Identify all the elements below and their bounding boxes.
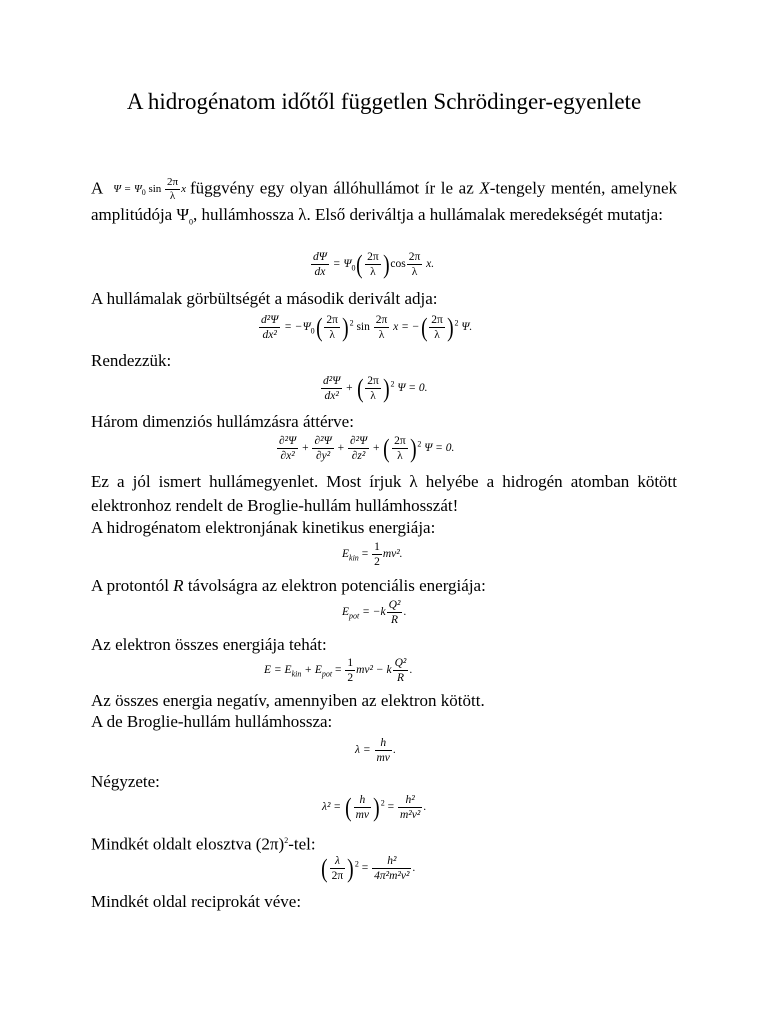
intro-text-3: , hullámhossza λ. Első deriváltja a hullámalak meredekségét mutatja:: [193, 205, 663, 224]
kinetic-energy-equation: $E_{kin}$ = $\frac{1}{2}$ mv².: [342, 541, 403, 568]
wave-equation-1d: $\frac{\text{d²Ψ}}{\text{dx²}}$ + ( $\frac{2\pi}{\lambda}$ )$^2$ Ψ = 0.: [323, 373, 428, 403]
wave-function-inline-equation: $\Psi = \Psi_0$ sin $\frac{2\pi}{\lambda}$ x: [113, 176, 186, 202]
de-broglie-equation: λ = $\frac{h}{mv}$ .: [355, 737, 396, 764]
three-dim-label: Három dimenziós hullámzásra áttérve:: [91, 412, 354, 431]
intro-text-1: függvény egy olyan állóhullámot ír le az: [189, 178, 480, 198]
total-energy-label: Az elektron összes energiája tehát:: [91, 635, 327, 654]
intro-lead: A: [91, 178, 104, 198]
square-label: Négyzete:: [91, 772, 160, 791]
first-derivative-equation: $\frac{d\Psi}{dx}$ = $\Psi_0$( $\frac{2\pi}{\lambda}$ )cos $\frac{2\pi}{\lambda}$ x.: [313, 249, 435, 279]
wave-equation-paragraph: Ez a jól ismert hullámegyenlet. Most írjuk λ helyébe a hidrogén atomban kötött elektronhoz rendelt de Broglie-hullám hullámhosszát!: [91, 472, 677, 515]
intro-paragraph: [91, 176, 677, 234]
potential-energy-equation: $E_{pot} = -k$ $\frac{\text{Q²}}{R}$ .: [342, 599, 407, 626]
potential-energy-label: A protontól R távolságra az elektron potenciális energiája:: [91, 576, 486, 595]
rearrange-label: Rendezzük:: [91, 351, 172, 370]
document-title: A hidrogénatom időtől független Schrödinger-egyenlete: [126, 89, 642, 114]
intro-axis: X: [479, 178, 490, 198]
second-derivative-intro: A hullámalak görbültségét a második derivált adja:: [91, 289, 438, 308]
negative-energy-note: Az összes energia negatív, amennyiben az elektron kötött.: [91, 691, 485, 710]
second-derivative-equation: $\frac{\text{d²Ψ}}{\text{dx²}}$ = $-\Psi_0$( $\frac{2\pi}{\lambda}$ )$^2$ sin $\frac{2\pi}{\lambda}$ x = −( $\frac{2\pi}{\lambda}$ )$^2$ Ψ.: [261, 312, 473, 342]
intro-amp-sub: 0: [189, 217, 193, 227]
kinetic-energy-label: A hidrogénatom elektronjának kinetikus energiája:: [91, 518, 436, 537]
wave-equation-3d: $\frac{\text{∂²Ψ}}{\text{∂x²}}$ + $\frac{\text{∂²Ψ}}{\text{∂y²}}$ + $\frac{\text{∂²Ψ}}{\text{∂z²}}$ + ( $\frac{2\pi}{\lambda}$ )$^2$ Ψ = 0.: [279, 433, 455, 463]
intro-text-2: -tengely mentén, amelynek amplitúdója Ψ: [91, 178, 677, 224]
divide-label: Mindkét oldalt elosztva $(2\pi)^2$-tel:: [91, 834, 316, 854]
de-broglie-label: A de Broglie-hullám hullámhossza:: [91, 712, 333, 731]
total-energy-equation: $E = E_{kin} + E_{pot}$ = $\frac{1}{2}$ mv² − k $\frac{\text{Q²}}{R}$ .: [264, 657, 413, 684]
reciprocal-label: Mindkét oldal reciprokát véve:: [91, 892, 302, 911]
divided-equation: ( $\frac{\lambda}{2\pi}$ )$^2$ = $\frac{\text{h²}}{\text{4π²m²v²}}$ .: [321, 853, 416, 883]
wavelength-squared-equation: λ² = ( $\frac{h}{mv}$ )$^2$ = $\frac{\text{h²}}{\text{m²v²}}$ .: [322, 792, 427, 822]
